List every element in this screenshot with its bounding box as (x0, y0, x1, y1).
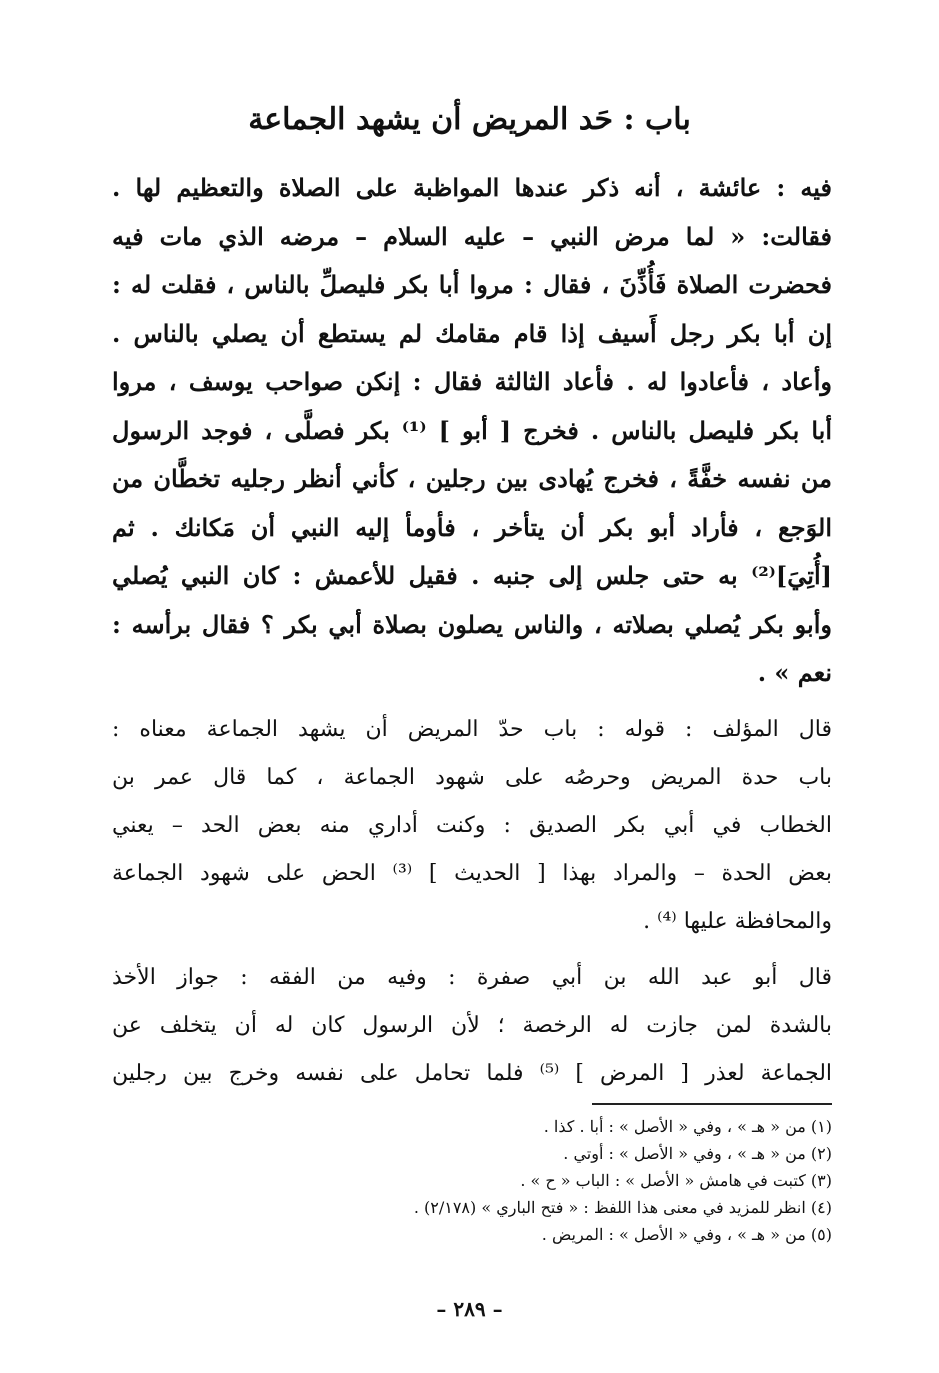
footnote-divider (592, 1103, 832, 1105)
hadith-line: وأبو بكر يُصلي بصلاته ، والناس يصلون بصلاة أبي بكر ؟ فقال برأسه : (112, 609, 832, 639)
commentary-line: والمحافظة عليها ⁽⁴⁾ . (643, 909, 832, 934)
footnote: (٣) كتبت في هامش « الأصل » : الباب « ح » . (520, 1171, 832, 1190)
commentary-line: الخطاب في أبي بكر الصديق : وكنت أداري منه بعض الحد – يعني (112, 813, 832, 838)
hadith-text (112, 164, 832, 698)
hadith-line: [أُتِيَ]⁽²⁾ به حتى جلس إلى جنبه . فقيل للأعمش : كان النبي يُصلي (112, 561, 832, 590)
hadith-line: الوَجع ، فأراد أبو بكر أن يتأخر ، فأومأ إليه النبي أن مَكانك . ثم (112, 512, 832, 542)
footnote: (٤) انظر للمزيد في معنى هذا اللفظ : « فتح الباري » (٢/١٧٨) . (413, 1198, 832, 1217)
commentary-line: قال المؤلف : قوله : باب حدّ المريض أن يشهد الجماعة معناه : (112, 717, 832, 742)
hadith-line: إن أبا بكر رجل أَسيف إذا قام مقامك لم يستطع أن يصلي بالناس . (112, 318, 832, 348)
hadith-line: فحضرت الصلاة فَأُذِّنَ ، فقال : مروا أبا بكر فليصلِّ بالناس ، فقلت له : (112, 270, 832, 299)
footnote: (٥) من « هـ » ، وفي « الأصل » : المريض . (541, 1225, 832, 1244)
commentary-line: قال أبو عبد الله بن أبي صفرة : وفيه من الفقه : جواز الأخذ (112, 965, 832, 990)
commentary-line: الجماعة لعذر [ المرض ] ⁽⁵⁾ فلما تحامل على نفسه وخرج بين رجلين (112, 1061, 833, 1086)
chapter-title: باب : حَد المريض أن يشهد الجماعة (248, 102, 691, 137)
hadith-line: فيه : عائشة ، أنه ذكر عندها المواظبة على الصلاة والتعظيم لها . (112, 173, 832, 202)
commentary-paragraph-1 (112, 706, 832, 946)
hadith-line: من نفسه خفَّةً ، فخرج يُهادى بين رجلين ، كأني أنظر رجليه تخطَّان من (112, 464, 832, 493)
hadith-line: نعم » . (757, 658, 832, 687)
commentary-line: بالشدة لمن جازت له الرخصة ؛ لأن الرسول كان له أن يتخلف عن (112, 1013, 832, 1038)
commentary-line: بعض الحدة – والمراد بهذا [ الحديث ] ⁽³⁾ الحض على شهود الجماعة (112, 861, 832, 886)
commentary-line: باب حدة المريض وحرصُه على شهود الجماعة ، كما قال عمر بن (112, 765, 832, 790)
hadith-line: أبا بكر فليصل بالناس . فخرج [ أبو ] ⁽¹⁾ بكر فصلَّى ، فوجد الرسول (112, 415, 832, 445)
page-number: – ٢٨٩ – (436, 1297, 503, 1321)
footnotes (280, 1113, 832, 1248)
hadith-line: فقالت: « لما مرض النبي – عليه السلام – مرضه الذي مات فيه (112, 221, 832, 251)
hadith-line: وأعاد ، فأعادوا له . فأعاد الثالثة فقال : إنكن صواحب يوسف ، مروا (112, 367, 832, 396)
commentary-paragraph-2 (112, 954, 832, 1098)
footnote: (١) من « هـ » ، وفي « الأصل » : أبا . كذا . (543, 1117, 832, 1136)
footnote: (٢) من « هـ » ، وفي « الأصل » : أوتي . (563, 1144, 832, 1163)
